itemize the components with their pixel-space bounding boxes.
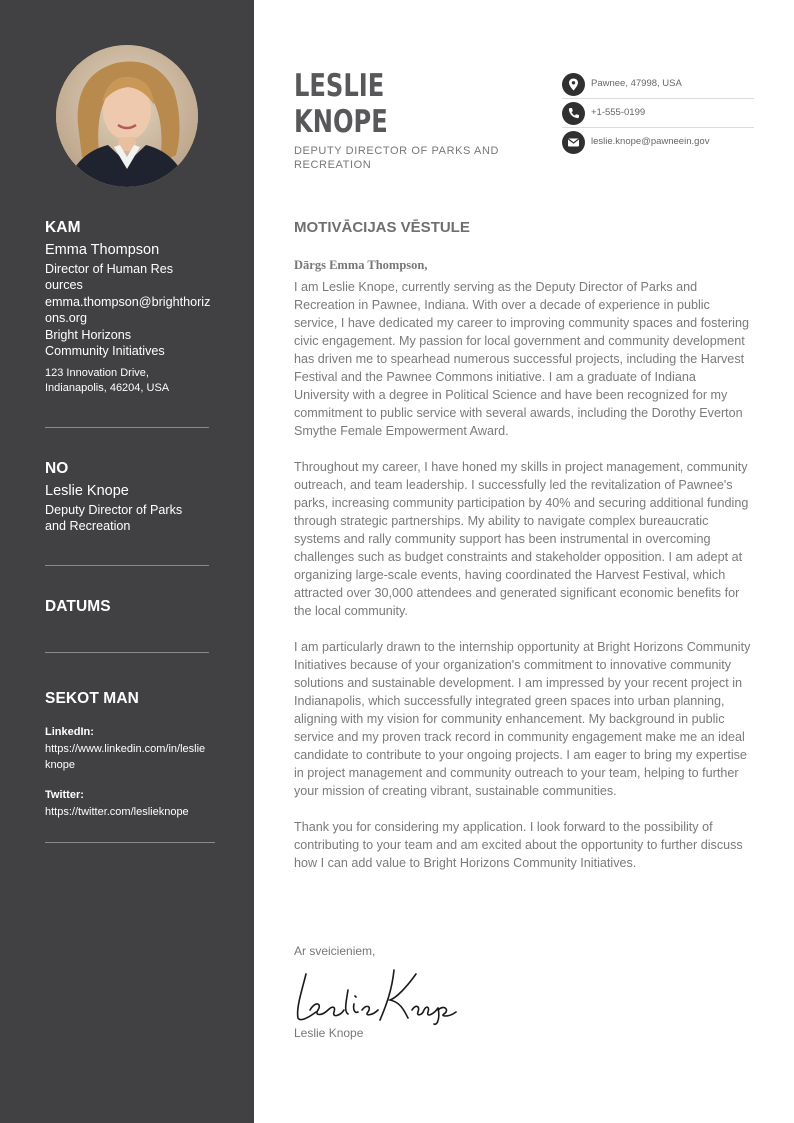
location-text: Pawnee, 47998, USA	[591, 78, 682, 89]
to-heading: KAM	[45, 219, 81, 236]
from-heading: NO	[45, 460, 69, 477]
contact-phone	[562, 101, 754, 130]
contact-divider	[562, 127, 754, 128]
twitter-label: Twitter:	[45, 789, 84, 801]
location-pin-icon	[562, 73, 585, 96]
profile-photo	[56, 45, 198, 187]
job-title: DEPUTY DIRECTOR OF PARKS AND RECREATION	[294, 145, 500, 171]
date-heading: DATUMS	[45, 598, 111, 615]
letter-body	[294, 278, 754, 890]
contact-email	[562, 130, 754, 159]
recipient-position: Director of Human Resources	[45, 262, 174, 293]
sidebar-divider	[45, 427, 209, 428]
recipient-name: Emma Thompson	[45, 242, 160, 258]
last-name: KNOPE	[294, 104, 388, 140]
twitter-link[interactable]: https://twitter.com/leslieknope	[45, 806, 189, 818]
sender-name: Leslie Knope	[45, 483, 129, 499]
phone-text: +1-555-0199	[591, 107, 646, 118]
email-text[interactable]: leslie.knope@pawneein.gov	[591, 136, 710, 147]
sidebar-divider	[45, 565, 209, 566]
contact-location	[562, 72, 754, 101]
first-name: LESLIE	[294, 68, 385, 104]
salutation: Dārgs Emma Thompson,	[294, 258, 428, 272]
recipient-email[interactable]: emma.thompson@brighthorizons.org	[45, 295, 211, 326]
phone-icon	[562, 102, 585, 125]
portrait-image	[56, 45, 198, 187]
sender-name-header	[294, 68, 414, 140]
body-paragraph: Throughout my career, I have honed my skills in project management, community outreach, and team leadership. I successfully led the revitalization of Pawnee's parks, increasing community participation by 40% and securing additional funding through strategic partnerships. My ability to navigate complex bureaucratic systems and rally community support has been instrumental in overcoming challenges such as budget constraints and stakeholder opposition. I am adept at organizing large-scale events, having coordinated the Harvest Festival, which attracted over 30,000 attendees and generated significant economic benefits for the local community.	[294, 460, 749, 618]
handwritten-signature	[292, 960, 462, 1026]
recipient-organization: Bright Horizons Community Initiatives	[45, 328, 165, 359]
follow-heading: SEKOT MAN	[45, 690, 139, 707]
linkedin-link[interactable]: https://www.linkedin.com/in/leslieknope	[45, 743, 206, 771]
sidebar-divider	[45, 842, 215, 843]
sidebar	[0, 0, 254, 1123]
body-paragraph: I am Leslie Knope, currently serving as the Deputy Director of Parks and Recreation in Pawnee, Indiana. With over a decade of experience in public service, I have dedicated my career to improving community spaces and fostering civic engagement. My passion for local government and community development has driven me to spearhead numerous successful projects, including the Harvest Festival and the Pawnee Commons initiative. I am a graduate of Indiana University with a degree in Political Science and have been recognized for my commitment to public service with several awards, including the Dorothy Everton Smythe Female Empowerment Award.	[294, 280, 749, 438]
sidebar-divider	[45, 652, 209, 653]
closing: Ar sveicieniem,	[294, 944, 376, 958]
contact-divider	[562, 98, 754, 99]
sender-position: Deputy Director of Parks and Recreation	[45, 503, 183, 534]
signer-name: Leslie Knope	[294, 1026, 364, 1040]
email-icon	[562, 131, 585, 154]
body-paragraph: Thank you for considering my application. I look forward to the possibility of contributing to your team and am excited about the opportunity to further discuss how I can add value to Bright Horizons Community Initiatives.	[294, 820, 743, 870]
linkedin-label: LinkedIn:	[45, 726, 94, 738]
letter-title: MOTIVĀCIJAS VĒSTULE	[294, 219, 470, 236]
recipient-address: 123 Innovation Drive, Indianapolis, 46204, USA	[45, 367, 170, 394]
body-paragraph: I am particularly drawn to the internship opportunity at Bright Horizons Community Initiatives because of your organization's commitment to innovative community solutions and sustainable development. I am impressed by your recent project in Indianapolis, which successfully integrated green spaces into urban planning, aligning with my vision for community enhancement. My background in public service and my proven track record in community engagement make me an ideal candidate to contribute to your ongoing projects. I am eager to bring my expertise in project management and community outreach to your team, helping to further your mission of creating vibrant, sustainable communities.	[294, 640, 751, 798]
